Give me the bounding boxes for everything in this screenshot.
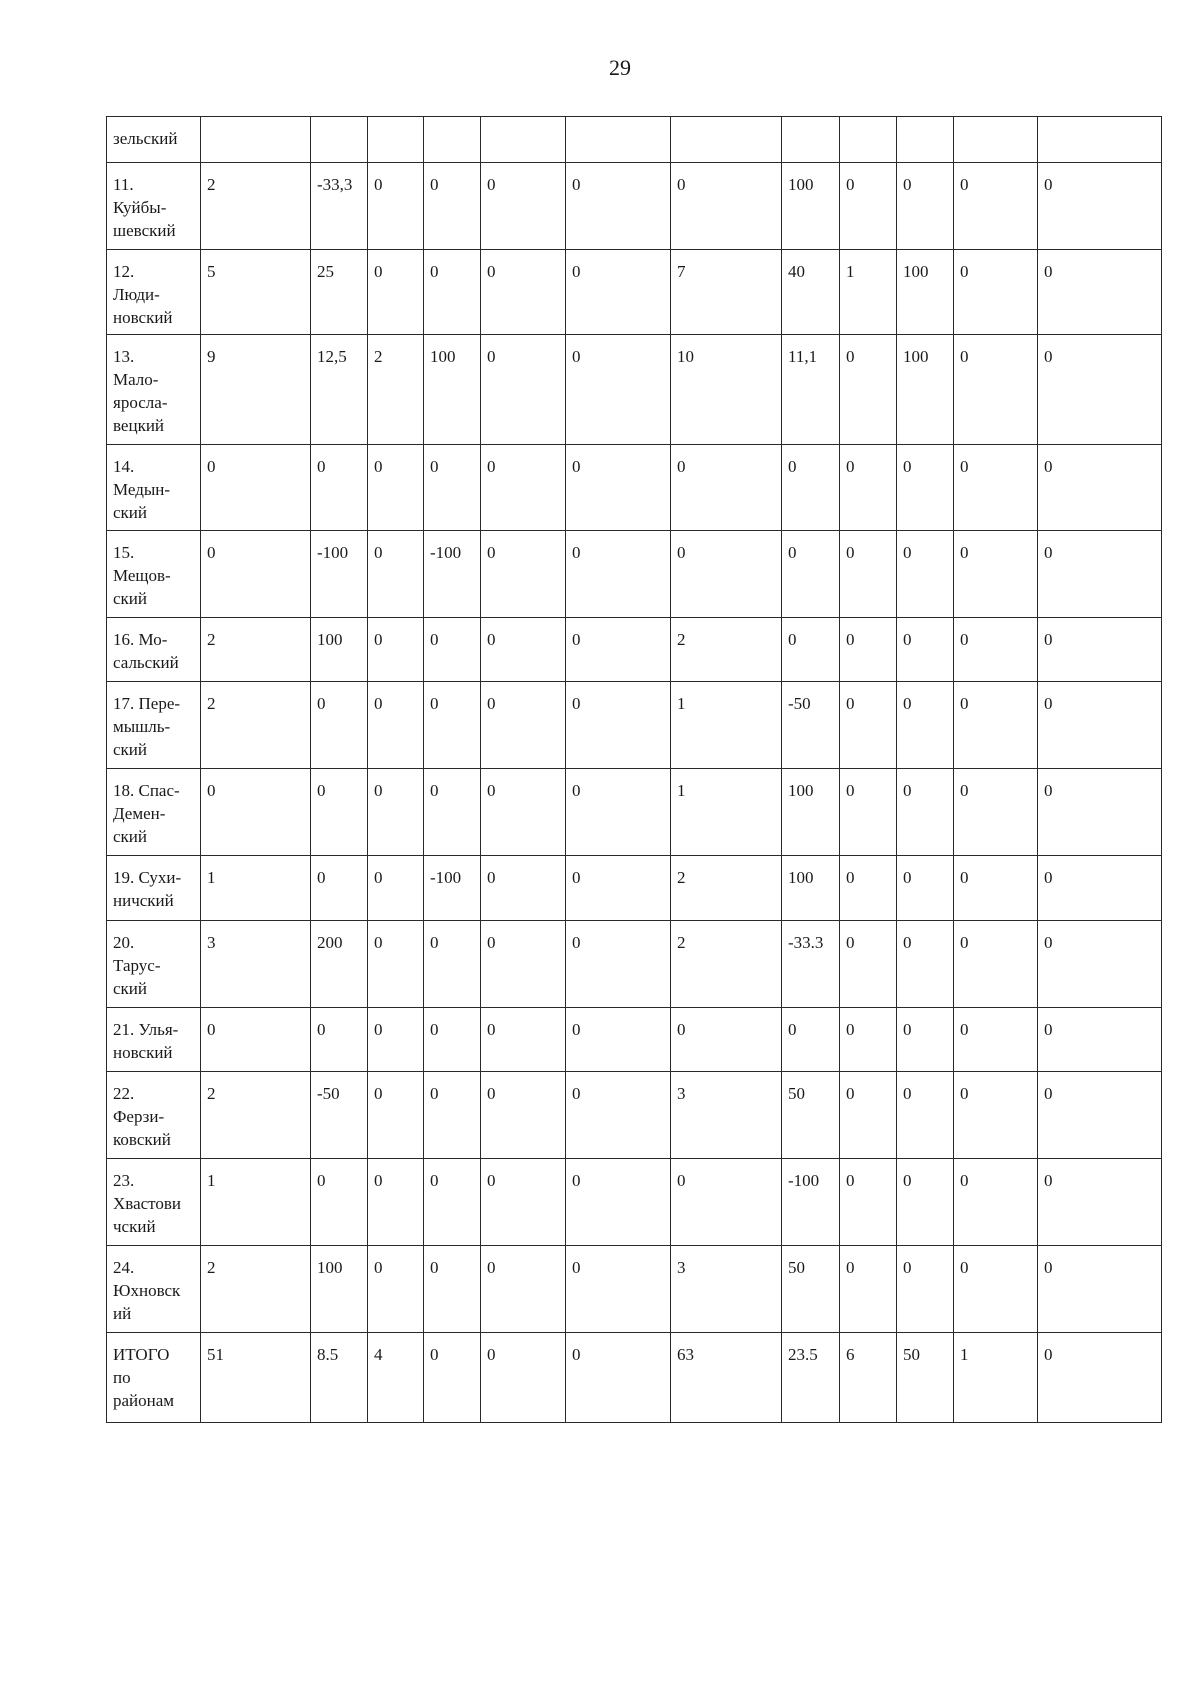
value-cell: 0	[424, 1246, 481, 1333]
value-cell: 0	[424, 1333, 481, 1423]
district-name-cell: 24. Юхновск ий	[107, 1246, 201, 1333]
value-cell: 0	[368, 682, 424, 769]
value-cell	[566, 117, 671, 163]
value-cell: 0	[954, 335, 1038, 445]
value-cell: 0	[897, 1159, 954, 1246]
value-cell: 100	[897, 250, 954, 335]
value-cell: 0	[671, 1159, 782, 1246]
value-cell: 1	[840, 250, 897, 335]
value-cell: 2	[671, 921, 782, 1008]
value-cell: 0	[368, 445, 424, 531]
value-cell: 0	[368, 250, 424, 335]
table-row	[107, 682, 1162, 769]
district-name-cell: 23. Хвастови чский	[107, 1159, 201, 1246]
value-cell: 0	[954, 1159, 1038, 1246]
table-row	[107, 250, 1162, 335]
district-name-cell: зельский	[107, 117, 201, 163]
value-cell: 0	[840, 856, 897, 921]
value-cell: 0	[368, 1072, 424, 1159]
value-cell: 0	[481, 1333, 566, 1423]
value-cell	[954, 117, 1038, 163]
value-cell: -100	[424, 856, 481, 921]
value-cell: 0	[840, 1159, 897, 1246]
value-cell: 0	[671, 1008, 782, 1072]
value-cell: 0	[897, 618, 954, 682]
value-cell: 0	[671, 163, 782, 250]
value-cell: 1	[671, 769, 782, 856]
value-cell: 0	[1038, 250, 1162, 335]
value-cell: 1	[201, 1159, 311, 1246]
value-cell: 1	[954, 1333, 1038, 1423]
district-name-cell: 17. Пере- мышль- ский	[107, 682, 201, 769]
value-cell: -33,3	[311, 163, 368, 250]
value-cell: 0	[566, 921, 671, 1008]
value-cell: 0	[1038, 769, 1162, 856]
value-cell: 5	[201, 250, 311, 335]
value-cell: 0	[897, 856, 954, 921]
value-cell: 0	[481, 250, 566, 335]
value-cell: 0	[954, 856, 1038, 921]
value-cell: 63	[671, 1333, 782, 1423]
value-cell: 0	[368, 1246, 424, 1333]
value-cell: 10	[671, 335, 782, 445]
value-cell: 100	[311, 1246, 368, 1333]
value-cell: 0	[840, 921, 897, 1008]
value-cell: 0	[782, 618, 840, 682]
value-cell: 40	[782, 250, 840, 335]
value-cell: 0	[1038, 163, 1162, 250]
value-cell: 0	[671, 445, 782, 531]
table-row	[107, 1246, 1162, 1333]
value-cell: 0	[897, 445, 954, 531]
value-cell: 0	[481, 921, 566, 1008]
value-cell: 2	[201, 163, 311, 250]
district-name-cell: 12. Люди- новский	[107, 250, 201, 335]
value-cell: 0	[424, 163, 481, 250]
value-cell: 0	[1038, 335, 1162, 445]
value-cell: 0	[424, 682, 481, 769]
value-cell: 8.5	[311, 1333, 368, 1423]
table-row	[107, 531, 1162, 618]
value-cell: 0	[897, 1246, 954, 1333]
district-name-cell: 15. Мещов- ский	[107, 531, 201, 618]
district-name-cell: 14. Медын- ский	[107, 445, 201, 531]
value-cell: 0	[481, 445, 566, 531]
value-cell: 0	[840, 769, 897, 856]
value-cell: 0	[1038, 1072, 1162, 1159]
value-cell: -100	[782, 1159, 840, 1246]
district-name-cell: 13. Мало- яросла- вецкий	[107, 335, 201, 445]
table-row	[107, 335, 1162, 445]
value-cell: 2	[368, 335, 424, 445]
value-cell: 51	[201, 1333, 311, 1423]
district-name-cell: 16. Мо- сальский	[107, 618, 201, 682]
value-cell: 0	[954, 1246, 1038, 1333]
value-cell: 0	[311, 856, 368, 921]
value-cell: 0	[954, 682, 1038, 769]
value-cell: 0	[1038, 682, 1162, 769]
value-cell: -50	[311, 1072, 368, 1159]
value-cell: 0	[481, 856, 566, 921]
value-cell: 0	[424, 921, 481, 1008]
value-cell: 0	[954, 618, 1038, 682]
value-cell	[1038, 117, 1162, 163]
value-cell: 0	[954, 445, 1038, 531]
value-cell: 0	[424, 618, 481, 682]
page-number: 29	[609, 55, 631, 80]
value-cell: 0	[424, 250, 481, 335]
value-cell: -33.3	[782, 921, 840, 1008]
value-cell: 0	[368, 618, 424, 682]
district-name-cell: 11. Куйбы- шевский	[107, 163, 201, 250]
value-cell: 0	[481, 1008, 566, 1072]
value-cell: 0	[481, 769, 566, 856]
value-cell: 0	[840, 163, 897, 250]
value-cell: 2	[201, 682, 311, 769]
value-cell: 0	[566, 856, 671, 921]
value-cell: 4	[368, 1333, 424, 1423]
value-cell	[897, 117, 954, 163]
value-cell	[671, 117, 782, 163]
value-cell: 100	[311, 618, 368, 682]
value-cell: 100	[782, 769, 840, 856]
table-row	[107, 117, 1162, 163]
value-cell: 0	[954, 921, 1038, 1008]
value-cell: 0	[201, 531, 311, 618]
value-cell: 0	[481, 1246, 566, 1333]
value-cell: 0	[201, 1008, 311, 1072]
value-cell: 0	[566, 1246, 671, 1333]
value-cell: 0	[481, 531, 566, 618]
value-cell: -100	[424, 531, 481, 618]
table-row	[107, 1159, 1162, 1246]
value-cell: 0	[1038, 445, 1162, 531]
district-name-cell: 19. Сухи- ничский	[107, 856, 201, 921]
value-cell: 0	[566, 618, 671, 682]
value-cell: 0	[566, 682, 671, 769]
value-cell: 6	[840, 1333, 897, 1423]
value-cell: 0	[897, 921, 954, 1008]
value-cell: 3	[671, 1072, 782, 1159]
value-cell: 0	[782, 531, 840, 618]
table-row	[107, 163, 1162, 250]
value-cell: 0	[954, 531, 1038, 618]
value-cell: 0	[782, 445, 840, 531]
value-cell: 0	[566, 163, 671, 250]
value-cell: 0	[311, 445, 368, 531]
table-row	[107, 1072, 1162, 1159]
value-cell: 50	[782, 1072, 840, 1159]
value-cell: 0	[1038, 531, 1162, 618]
district-name-cell: 18. Спас- Демен- ский	[107, 769, 201, 856]
value-cell: 0	[481, 618, 566, 682]
value-cell: 2	[671, 856, 782, 921]
value-cell: 2	[201, 1246, 311, 1333]
value-cell: 0	[566, 445, 671, 531]
value-cell: 12,5	[311, 335, 368, 445]
value-cell	[368, 117, 424, 163]
value-cell: 0	[897, 1008, 954, 1072]
value-cell: 0	[201, 769, 311, 856]
value-cell: 0	[481, 682, 566, 769]
value-cell: 0	[368, 531, 424, 618]
table-row	[107, 1008, 1162, 1072]
value-cell: 0	[840, 1246, 897, 1333]
value-cell: 0	[897, 531, 954, 618]
table-row	[107, 769, 1162, 856]
value-cell: 9	[201, 335, 311, 445]
value-cell: 1	[671, 682, 782, 769]
value-cell: -50	[782, 682, 840, 769]
table-row	[107, 1333, 1162, 1423]
value-cell: 0	[311, 682, 368, 769]
value-cell: 0	[671, 531, 782, 618]
value-cell	[481, 117, 566, 163]
district-name-cell: ИТОГО по районам	[107, 1333, 201, 1423]
value-cell: 23.5	[782, 1333, 840, 1423]
value-cell: 0	[954, 250, 1038, 335]
value-cell	[424, 117, 481, 163]
value-cell: 100	[897, 335, 954, 445]
value-cell: 0	[481, 335, 566, 445]
value-cell	[311, 117, 368, 163]
value-cell: 0	[424, 769, 481, 856]
value-cell: 100	[424, 335, 481, 445]
value-cell: 0	[566, 1008, 671, 1072]
value-cell: 7	[671, 250, 782, 335]
value-cell: 0	[840, 335, 897, 445]
value-cell: 0	[954, 1008, 1038, 1072]
value-cell: 2	[201, 618, 311, 682]
value-cell: 0	[840, 1008, 897, 1072]
value-cell	[840, 117, 897, 163]
district-name-cell: 20. Тарус- ский	[107, 921, 201, 1008]
district-name-cell: 21. Улья- новский	[107, 1008, 201, 1072]
value-cell: 0	[1038, 921, 1162, 1008]
value-cell: 0	[311, 1008, 368, 1072]
value-cell: -100	[311, 531, 368, 618]
value-cell: 50	[782, 1246, 840, 1333]
value-cell: 0	[481, 1072, 566, 1159]
value-cell: 0	[897, 682, 954, 769]
value-cell: 0	[424, 1008, 481, 1072]
value-cell: 0	[201, 445, 311, 531]
value-cell: 0	[782, 1008, 840, 1072]
value-cell: 0	[424, 445, 481, 531]
value-cell: 0	[481, 163, 566, 250]
value-cell: 0	[566, 1072, 671, 1159]
value-cell: 25	[311, 250, 368, 335]
value-cell: 0	[311, 1159, 368, 1246]
value-cell: 3	[201, 921, 311, 1008]
value-cell: 0	[1038, 1333, 1162, 1423]
value-cell: 0	[566, 250, 671, 335]
value-cell: 0	[1038, 618, 1162, 682]
value-cell: 0	[368, 1008, 424, 1072]
value-cell: 0	[368, 856, 424, 921]
value-cell: 0	[1038, 1159, 1162, 1246]
value-cell: 0	[897, 163, 954, 250]
value-cell: 0	[424, 1072, 481, 1159]
value-cell: 0	[1038, 1246, 1162, 1333]
value-cell: 11,1	[782, 335, 840, 445]
value-cell	[201, 117, 311, 163]
value-cell: 0	[897, 1072, 954, 1159]
value-cell: 0	[566, 1333, 671, 1423]
district-name-cell: 22. Ферзи- ковский	[107, 1072, 201, 1159]
value-cell: 0	[840, 618, 897, 682]
value-cell: 0	[368, 921, 424, 1008]
value-cell: 0	[954, 163, 1038, 250]
value-cell: 0	[566, 1159, 671, 1246]
value-cell: 0	[368, 163, 424, 250]
value-cell: 200	[311, 921, 368, 1008]
district-statistics-table	[106, 116, 1162, 1423]
table-row	[107, 921, 1162, 1008]
value-cell: 0	[840, 445, 897, 531]
value-cell: 0	[840, 531, 897, 618]
value-cell: 2	[671, 618, 782, 682]
value-cell: 0	[566, 531, 671, 618]
value-cell: 3	[671, 1246, 782, 1333]
value-cell: 0	[954, 1072, 1038, 1159]
table-row	[107, 445, 1162, 531]
value-cell: 0	[368, 769, 424, 856]
value-cell: 100	[782, 856, 840, 921]
value-cell: 0	[481, 1159, 566, 1246]
value-cell: 0	[311, 769, 368, 856]
value-cell: 0	[897, 769, 954, 856]
value-cell: 0	[840, 1072, 897, 1159]
table-row	[107, 856, 1162, 921]
value-cell: 1	[201, 856, 311, 921]
value-cell: 0	[1038, 856, 1162, 921]
value-cell: 0	[424, 1159, 481, 1246]
value-cell: 100	[782, 163, 840, 250]
value-cell: 0	[566, 335, 671, 445]
value-cell: 0	[840, 682, 897, 769]
value-cell: 0	[566, 769, 671, 856]
value-cell: 2	[201, 1072, 311, 1159]
value-cell: 50	[897, 1333, 954, 1423]
value-cell: 0	[368, 1159, 424, 1246]
table-row	[107, 618, 1162, 682]
value-cell: 0	[954, 769, 1038, 856]
value-cell: 0	[1038, 1008, 1162, 1072]
value-cell	[782, 117, 840, 163]
